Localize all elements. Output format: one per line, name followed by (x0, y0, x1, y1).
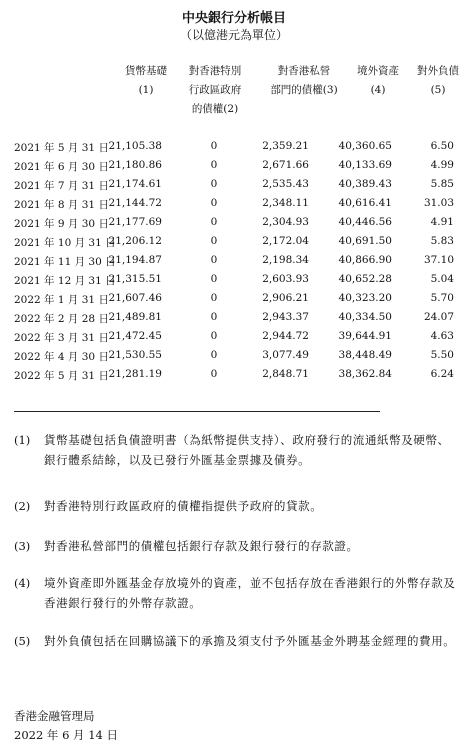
cell-claims-government: 0 (210, 216, 218, 228)
header-external-liabilities: 對外負債 (5) (417, 65, 459, 96)
table-row (0, 235, 468, 253)
cell-monetary-base: 21,489.81 (108, 311, 162, 323)
cell-claims-private: 2,535.43 (262, 178, 309, 190)
table-row (0, 140, 468, 158)
note-text: 對外負債包括在回購協議下的承擔及須支付予外匯基金外聘基金經理的費用。 (44, 634, 456, 648)
cell-monetary-base: 21,180.86 (108, 159, 162, 171)
cell-foreign-assets: 40,360.65 (338, 140, 392, 152)
issue-date: 2022 年 6 月 14 日 (14, 728, 118, 742)
cell-claims-government: 0 (210, 159, 218, 171)
cell-claims-government: 0 (210, 235, 218, 247)
row-date: 2021 年 6 月 30 日 (14, 161, 109, 173)
note-number: (1) (14, 433, 31, 447)
cell-monetary-base: 21,174.61 (108, 178, 162, 190)
cell-monetary-base: 21,177.69 (108, 216, 162, 228)
note-number: (2) (14, 499, 31, 513)
cell-external-liabilities: 6.24 (430, 368, 454, 380)
cell-claims-private: 2,848.71 (262, 368, 309, 380)
note-number: (5) (14, 634, 31, 648)
cell-foreign-assets: 40,652.28 (338, 273, 392, 285)
cell-claims-government: 0 (210, 330, 218, 342)
row-date: 2022 年 2 月 28 日 (14, 313, 109, 325)
cell-external-liabilities: 4.63 (430, 330, 454, 342)
note-text: 對香港特別行政區政府的債權指提供予政府的貸款。 (44, 499, 323, 513)
row-date: 2021 年 11 月 30 日 (14, 256, 116, 268)
cell-monetary-base: 21,530.55 (108, 349, 162, 361)
header-foreign-assets: 境外資產 (4) (357, 65, 399, 96)
cell-claims-government: 0 (210, 254, 218, 266)
cell-monetary-base: 21,194.87 (108, 254, 162, 266)
issuer-name: 香港金融管理局 (14, 709, 95, 723)
row-date: 2021 年 8 月 31 日 (14, 199, 109, 211)
cell-external-liabilities: 31.03 (423, 197, 454, 209)
cell-external-liabilities: 37.10 (423, 254, 454, 266)
cell-claims-government: 0 (210, 292, 218, 304)
row-date: 2022 年 5 月 31 日 (14, 370, 109, 382)
cell-claims-private: 2,906.21 (262, 292, 309, 304)
header-claims-private-sector: 對香港私營 部門的債權(3) (270, 65, 338, 96)
cell-external-liabilities: 5.50 (430, 349, 454, 361)
cell-claims-private: 3,077.49 (262, 349, 309, 361)
table-row (0, 273, 468, 291)
note-number: (3) (14, 539, 31, 553)
table-row (0, 349, 468, 367)
cell-monetary-base: 21,607.46 (108, 292, 162, 304)
row-date: 2021 年 9 月 30 日 (14, 218, 109, 230)
table-row (0, 311, 468, 329)
cell-external-liabilities: 5.70 (430, 292, 454, 304)
cell-monetary-base: 21,144.72 (108, 197, 162, 209)
cell-foreign-assets: 39,644.91 (338, 330, 392, 342)
page-title: 中央銀行分析帳目 (181, 11, 286, 26)
note-text: 對香港私營部門的債權包括銀行存款及銀行發行的存款證。 (44, 539, 359, 553)
row-date: 2022 年 1 月 31 日 (14, 294, 109, 306)
row-date: 2021 年 5 月 31 日 (14, 142, 109, 154)
cell-claims-private: 2,304.93 (262, 216, 309, 228)
cell-claims-government: 0 (210, 311, 218, 323)
cell-claims-private: 2,671.66 (262, 159, 309, 171)
cell-monetary-base: 21,472.45 (108, 330, 162, 342)
cell-monetary-base: 21,315.51 (108, 273, 162, 285)
table-row (0, 216, 468, 234)
cell-external-liabilities: 5.85 (430, 178, 454, 190)
cell-foreign-assets: 40,691.50 (338, 235, 392, 247)
table-row (0, 197, 468, 215)
cell-claims-government: 0 (210, 368, 218, 380)
cell-claims-private: 2,348.11 (262, 197, 309, 209)
page-subtitle: （以億港元為單位） (179, 28, 288, 42)
note-number: (4) (14, 576, 31, 590)
cell-claims-private: 2,603.93 (262, 273, 309, 285)
cell-foreign-assets: 40,616.41 (338, 197, 392, 209)
header-claims-government: 對香港特別 行政區政府 的債權(2) (188, 65, 242, 115)
cell-monetary-base: 21,105.38 (108, 140, 162, 152)
cell-external-liabilities: 24.07 (423, 311, 454, 323)
cell-claims-private: 2,172.04 (262, 235, 309, 247)
cell-claims-government: 0 (210, 178, 218, 190)
table-row (0, 178, 468, 196)
table-row (0, 292, 468, 310)
cell-foreign-assets: 40,389.43 (338, 178, 392, 190)
table-row (0, 254, 468, 272)
cell-external-liabilities: 4.91 (430, 216, 454, 228)
table-row (0, 330, 468, 348)
cell-foreign-assets: 40,334.50 (338, 311, 392, 323)
cell-foreign-assets: 40,446.56 (338, 216, 392, 228)
cell-claims-government: 0 (210, 273, 218, 285)
cell-foreign-assets: 40,323.20 (338, 292, 392, 304)
note-text: 貨幣基礎包括負債證明書（為紙幣提供支持）、政府發行的流通紙幣及硬幣、銀行體系結餘，以及已發行外匯基金票據及債券。 (44, 433, 450, 467)
section-divider (14, 411, 380, 412)
cell-external-liabilities: 4.99 (430, 159, 454, 171)
cell-foreign-assets: 38,362.84 (338, 368, 392, 380)
cell-foreign-assets: 38,448.49 (338, 349, 392, 361)
table-row (0, 368, 468, 386)
row-date: 2022 年 3 月 31 日 (14, 332, 109, 344)
cell-claims-government: 0 (210, 197, 218, 209)
row-date: 2021 年 10 月 31 日 (14, 237, 116, 249)
cell-claims-government: 0 (210, 140, 218, 152)
row-date: 2021 年 7 月 31 日 (14, 180, 109, 192)
cell-monetary-base: 21,281.19 (108, 368, 162, 380)
cell-external-liabilities: 5.83 (430, 235, 454, 247)
row-date: 2022 年 4 月 30 日 (14, 351, 109, 363)
cell-claims-private: 2,198.34 (262, 254, 309, 266)
table-row (0, 159, 468, 177)
cell-claims-private: 2,943.37 (262, 311, 309, 323)
row-date: 2021 年 12 月 31 日 (14, 275, 116, 287)
cell-claims-private: 2,944.72 (262, 330, 309, 342)
cell-foreign-assets: 40,866.90 (338, 254, 392, 266)
cell-monetary-base: 21,206.12 (108, 235, 162, 247)
cell-claims-government: 0 (210, 349, 218, 361)
cell-external-liabilities: 5.04 (430, 273, 454, 285)
cell-external-liabilities: 6.50 (430, 140, 454, 152)
cell-foreign-assets: 40,133.69 (338, 159, 392, 171)
cell-claims-private: 2,359.21 (262, 140, 309, 152)
note-text: 境外資產即外匯基金存放境外的資產，並不包括存放在香港銀行的外幣存款及香港銀行發行的外幣存款證。 (44, 576, 456, 610)
header-monetary-base: 貨幣基礎 (1) (125, 65, 167, 96)
